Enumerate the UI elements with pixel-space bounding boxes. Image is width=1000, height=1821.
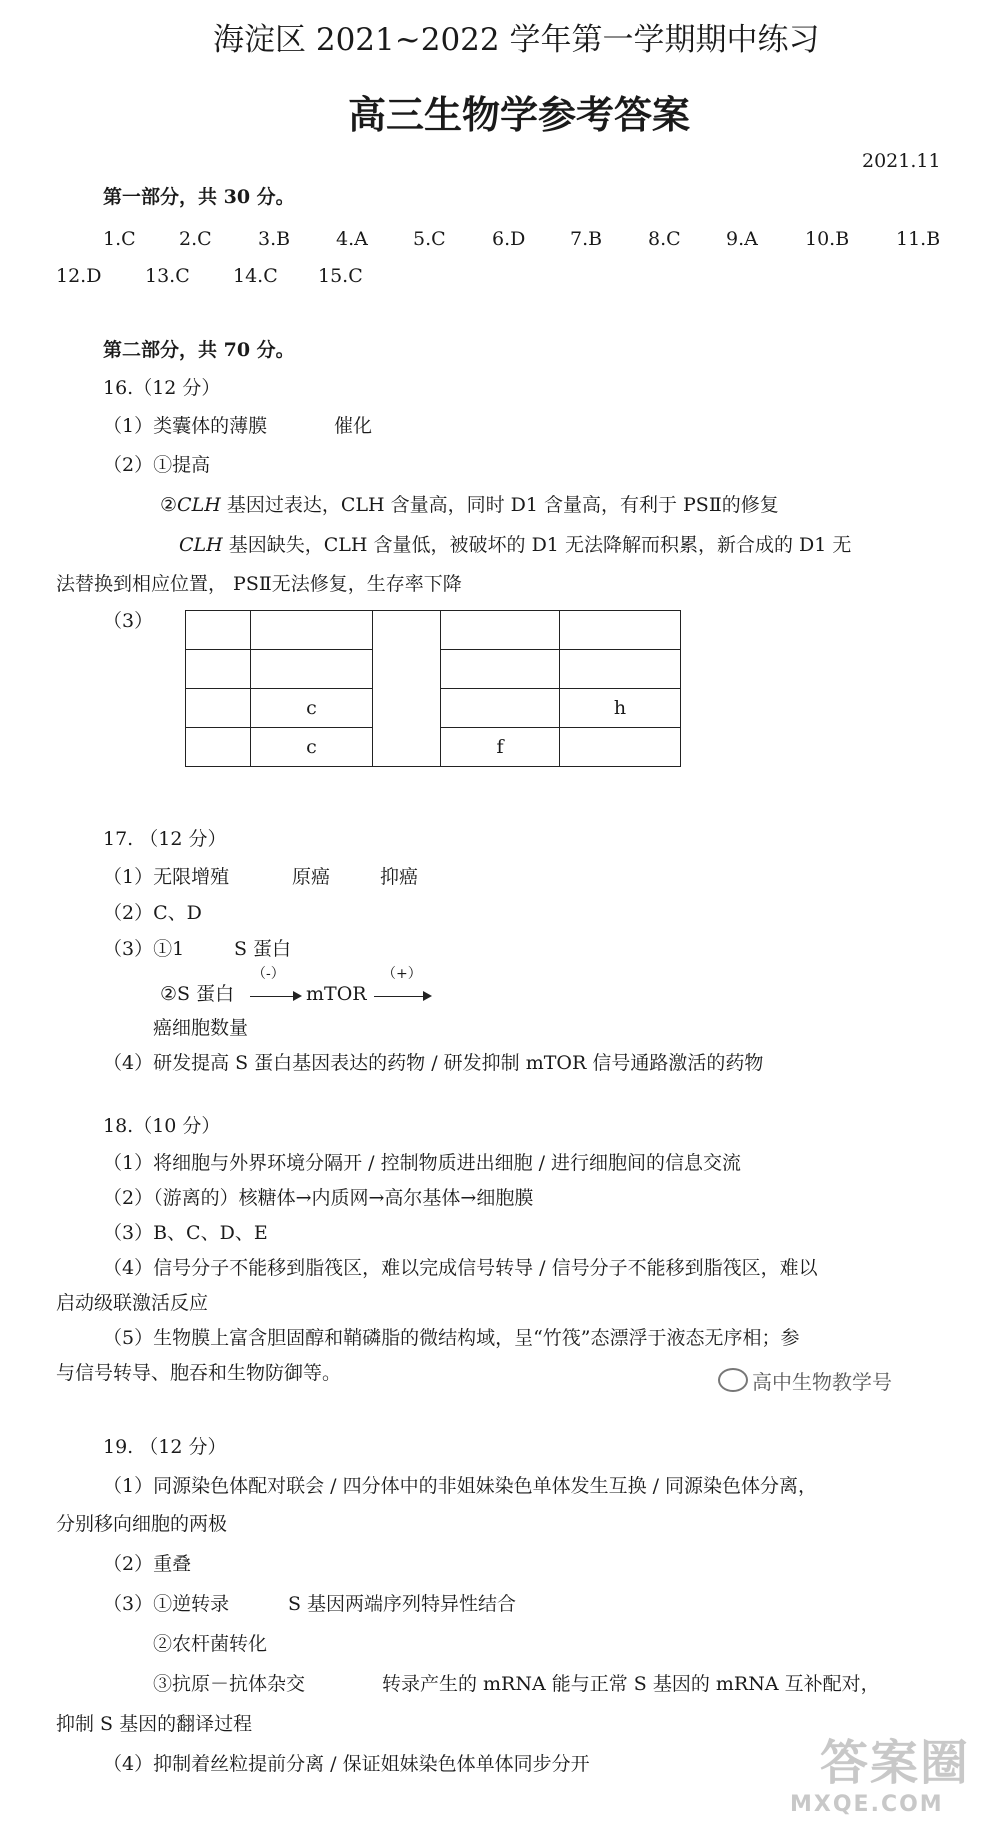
answer-item: 6.D — [492, 228, 526, 250]
table-cell: c — [251, 689, 373, 728]
q17-line: （4）研发提高 S 蛋白基因表达的药物 / 研发抑制 mTOR 信号通路激活的药物 — [103, 1052, 764, 1074]
q18-line: 启动级联激活反应 — [56, 1292, 209, 1314]
q16-line: （1）类囊体的薄膜 — [103, 415, 268, 437]
part1-heading: 第一部分，共 30 分。 — [103, 186, 295, 208]
q18-line: （4）信号分子不能移到脂筏区，难以完成信号转导 / 信号分子不能移到脂筏区，难以 — [103, 1257, 818, 1279]
q19-line: 转录产生的 mRNA 能与正常 S 基因的 mRNA 互补配对， — [382, 1673, 880, 1695]
q16-header: 16.（12 分） — [103, 377, 221, 399]
page-subtitle: 高三生物学参考答案 — [348, 92, 691, 137]
answer-item: 3.B — [258, 228, 291, 250]
q16-line: 法替换到相应位置， PSⅡ无法修复，生存率下降 — [56, 573, 462, 595]
corner-watermark-url: MXQE.COM — [790, 1792, 944, 1817]
answer-item: 7.B — [570, 228, 603, 250]
answer-item: 15.C — [318, 265, 363, 287]
wechat-logo-icon — [718, 1368, 748, 1392]
q18-line: （2）（游离的）核糖体→内质网→高尔基体→细胞膜 — [103, 1187, 534, 1209]
q19-line: （1）同源染色体配对联会 / 四分体中的非姐妹染色单体发生互换 / 同源染色体分离， — [103, 1475, 818, 1497]
q17-line: mTOR — [306, 983, 367, 1005]
q18-line: （3）B、C、D、E — [103, 1222, 268, 1244]
q16-line: CLH 基因缺失，CLH 含量低，被破坏的 D1 无法降解而积累，新合成的 D1 无 — [179, 534, 852, 556]
q17-line: 癌细胞数量 — [153, 1017, 249, 1039]
answer-item: 10.B — [805, 228, 850, 250]
q18-line: （1）将细胞与外界环境分隔开 / 控制物质进出细胞 / 进行细胞间的信息交流 — [103, 1152, 742, 1174]
q17-line: （1）无限增殖 — [103, 866, 230, 888]
answer-item: 5.C — [413, 228, 446, 250]
q18-line: 与信号转导、胞吞和生物防御等。 — [56, 1362, 342, 1384]
q17-header: 17. （12 分） — [103, 828, 227, 850]
table-cell: f — [441, 728, 560, 767]
table-cell: h — [560, 689, 681, 728]
answer-item: 12.D — [56, 265, 102, 287]
q17-line: （2）C、D — [103, 902, 202, 924]
q18-header: 18.（10 分） — [103, 1115, 221, 1137]
page-date: 2021.11 — [862, 150, 941, 172]
q16-line: （2）①提高 — [103, 454, 211, 476]
q19-line: ③抗原－抗体杂交 — [153, 1673, 306, 1695]
q19-header: 19. （12 分） — [103, 1436, 227, 1458]
answer-item: 8.C — [648, 228, 681, 250]
q18-line: （5）生物膜上富含胆固醇和鞘磷脂的微结构域，呈“竹筏”态漂浮于液态无序相；参 — [103, 1327, 800, 1349]
q16-line: （3） — [103, 610, 154, 632]
table-cell: c — [251, 728, 373, 767]
q17-line: 原癌 — [292, 866, 331, 888]
answer-item: 11.B — [896, 228, 941, 250]
q17-line: 抑癌 — [380, 866, 419, 888]
q16-line: 催化 — [334, 415, 373, 437]
promote-arrow — [374, 996, 430, 997]
q19-line: （3）①逆转录 — [103, 1593, 230, 1615]
corner-watermark-logo: 答案圈 — [820, 1735, 971, 1791]
q19-line: （2）重叠 — [103, 1553, 192, 1575]
q17-line: ②S 蛋白 — [160, 983, 235, 1005]
answer-item: 2.C — [179, 228, 212, 250]
answer-item: 1.C — [103, 228, 136, 250]
watermark-text: 高中生物教学号 — [752, 1370, 892, 1394]
answer-item: 9.A — [726, 228, 758, 250]
inhibit-arrow — [250, 996, 300, 997]
page-title: 海淀区 2021~2022 学年第一学期期中练习 — [213, 22, 820, 58]
inhibit-sign: （-） — [252, 966, 285, 982]
q19-line: 分别移向细胞的两极 — [56, 1513, 228, 1535]
q19-line: S 基因两端序列特异性结合 — [288, 1593, 517, 1615]
answer-table — [185, 610, 681, 767]
q19-line: ②农杆菌转化 — [153, 1633, 268, 1655]
answer-item: 4.A — [336, 228, 368, 250]
part2-heading: 第二部分，共 70 分。 — [103, 339, 295, 361]
q19-line: 抑制 S 基因的翻译过程 — [56, 1713, 253, 1735]
q17-line: S 蛋白 — [234, 938, 292, 960]
promote-sign: （+） — [382, 966, 422, 982]
q17-line: （3）①1 — [103, 938, 185, 960]
q16-line: ②CLH 基因过表达，CLH 含量高，同时 D1 含量高，有利于 PSⅡ的修复 — [160, 494, 779, 516]
answer-item: 13.C — [145, 265, 190, 287]
q19-line: （4）抑制着丝粒提前分离 / 保证姐妹染色体单体同步分开 — [103, 1753, 590, 1775]
answer-item: 14.C — [233, 265, 278, 287]
